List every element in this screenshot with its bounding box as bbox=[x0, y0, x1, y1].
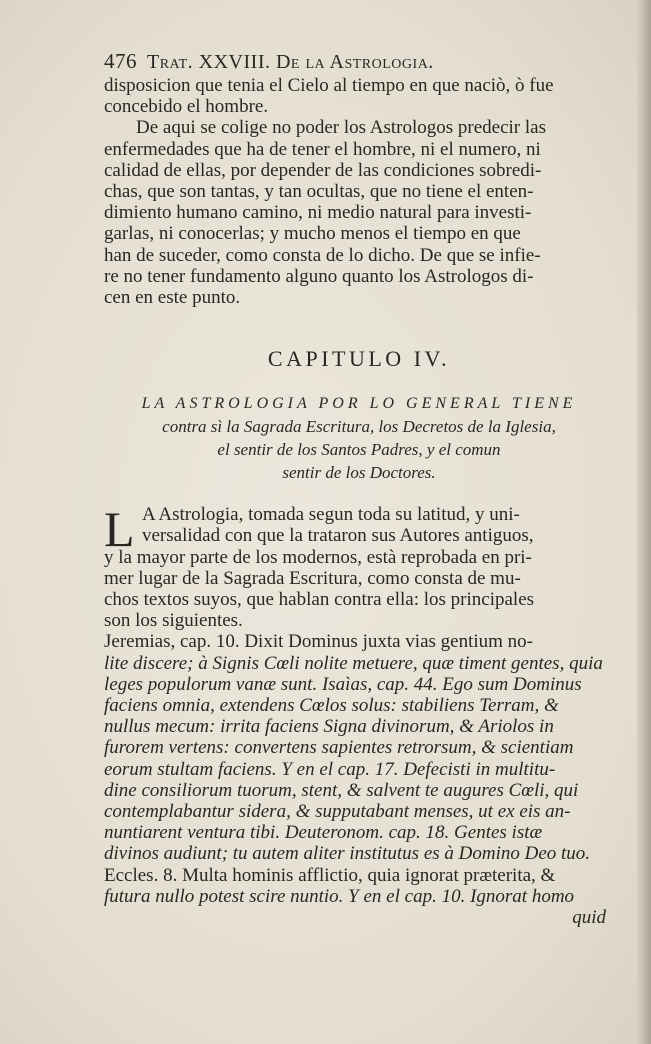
paragraph-continued bbox=[104, 75, 614, 117]
paragraph-dropcap bbox=[104, 501, 614, 632]
text-line: A Astrologia, tomada segun toda su latitud, y uni- bbox=[142, 504, 520, 526]
page-content bbox=[104, 48, 614, 928]
text-line: dimiento humano camino, ni medio natural para investi- bbox=[104, 202, 532, 224]
text-line: mer lugar de la Sagrada Escritura, como consta de mu- bbox=[104, 567, 521, 589]
text-line: calidad de ellas, por depender de las condiciones sobredi- bbox=[104, 159, 542, 181]
text-line: contemplabantur sidera, & supputabant menses, ut ex eis an- bbox=[104, 801, 571, 823]
text-line: Eccles. 8. Multa hominis afflictio, quia ignorat præterita, & bbox=[104, 864, 556, 886]
summary-line: el sentir de los Santos Padres, y el comun bbox=[217, 440, 501, 460]
text-line: re no tener fundamento alguno quanto los Astrologos di- bbox=[104, 265, 534, 287]
text-line: lite discere; à Signis Cœli nolite metuere, quæ timent gentes, quia bbox=[104, 652, 603, 674]
text-line: versalidad con que la trataron sus Autores antiguos, bbox=[142, 525, 534, 547]
text-line: eorum stultam faciens. Y en el cap. 17. Defecisti in multitu- bbox=[104, 758, 556, 780]
text-line: garlas, ni conocerlas; y mucho menos el tiempo en que bbox=[104, 223, 521, 245]
text-line: nuntiarent ventura tibi. Deuteronom. cap. 18. Gentes istæ bbox=[104, 822, 543, 844]
paragraph-citations bbox=[104, 631, 614, 928]
text-line: cen en este punto. bbox=[104, 287, 241, 309]
chapter-heading: CAPITULO IV. bbox=[267, 346, 451, 372]
text-line: concebido el hombre. bbox=[104, 96, 269, 118]
summary-line: LA ASTROLOGIA POR LO GENERAL TIENE bbox=[141, 395, 577, 413]
text-line: divinos audiunt; tu autem aliter institutus es à Domino Deo tuo. bbox=[104, 843, 591, 865]
text-line: y la mayor parte de los modernos, està reprobada en pri- bbox=[104, 546, 532, 568]
text-line: futura nullo potest scire nuntio. Y en el cap. 10. Ignorat homo bbox=[104, 885, 575, 907]
page-gutter-shadow bbox=[637, 0, 651, 1044]
text-line: chas, que son tantas, y tan ocultas, que no tiene el enten- bbox=[104, 181, 534, 203]
text-line: furorem vertens: convertens sapientes retrorsum, & scientiam bbox=[104, 737, 574, 759]
paragraph bbox=[104, 117, 614, 308]
summary-line: sentir de los Doctores. bbox=[282, 463, 436, 483]
text-line: nullus mecum: irrita faciens Signa divinorum, & Ariolos in bbox=[104, 716, 554, 738]
running-header bbox=[104, 48, 614, 75]
catchword: quid bbox=[572, 907, 606, 929]
text-line: leges populorum vanæ sunt. Isaìas, cap. 44. Ego sum Dominus bbox=[104, 673, 582, 695]
chapter-summary bbox=[104, 392, 614, 484]
summary-line: contra sì la Sagrada Escritura, los Decretos de la Iglesia, bbox=[162, 417, 556, 437]
text-line: faciens omnia, extendens Cœlos solus: stabiliens Terram, & bbox=[104, 695, 559, 717]
text-line: disposicion que tenia el Cielo al tiempo en que naciò, ò fue bbox=[104, 75, 554, 96]
running-title: Trat. XXVIII. De la Astrologia. bbox=[147, 51, 434, 73]
text-line: Jeremias, cap. 10. Dixit Dominus juxta vias gentium no- bbox=[104, 631, 534, 653]
text-line: chos textos suyos, que hablan contra ella: los principales bbox=[104, 589, 535, 611]
drop-cap: L bbox=[104, 501, 135, 558]
page-number: 476 bbox=[104, 49, 137, 73]
text-line: De aqui se colige no poder los Astrologos predecir las bbox=[136, 117, 546, 139]
text-line: enfermedades que ha de tener el hombre, ni el numero, ni bbox=[104, 138, 541, 160]
text-line: han de suceder, como consta de lo dicho. De que se infie- bbox=[104, 244, 541, 266]
text-line: dine consiliorum tuorum, stent, & salvent te augures Cœli, qui bbox=[104, 779, 579, 801]
text-line: son los siguientes. bbox=[104, 610, 243, 632]
